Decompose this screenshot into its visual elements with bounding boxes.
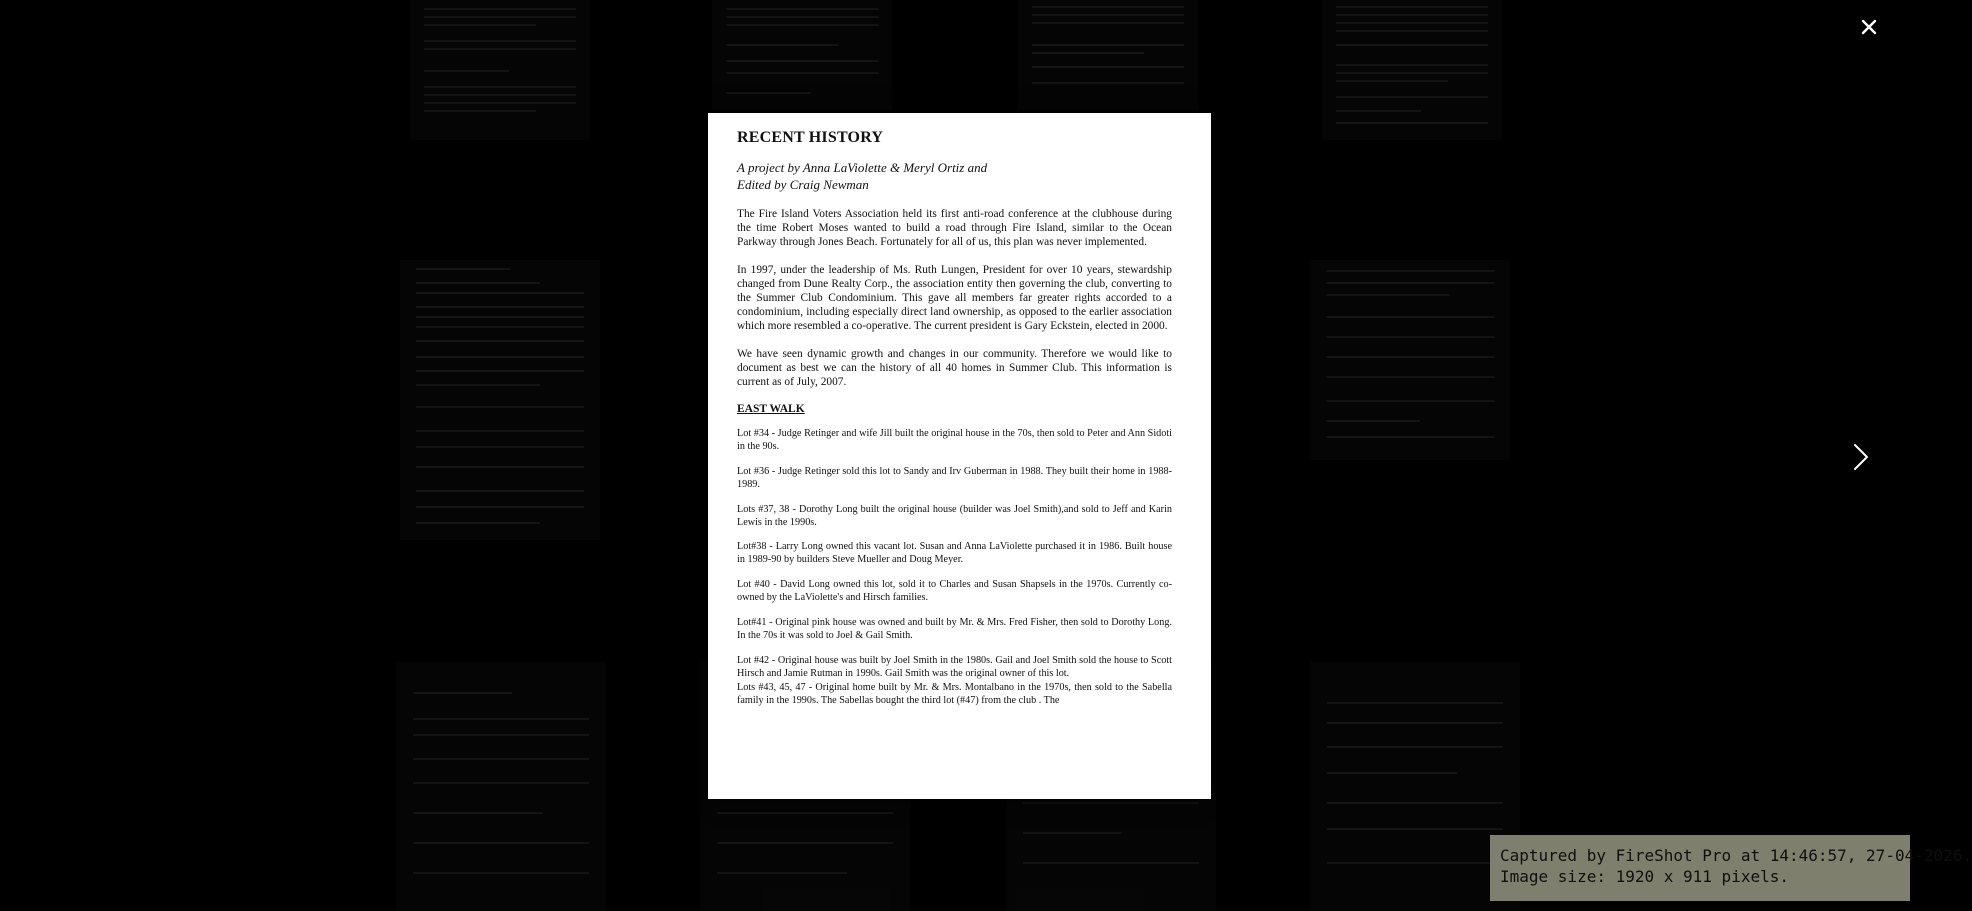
screenshot-capture-info xyxy=(1490,835,1972,901)
document-subtitle xyxy=(737,159,1172,193)
subtitle-line: Edited by Craig Newman xyxy=(737,177,869,192)
subtitle-line: A project by Anna LaViolette & Meryl Ortiz and xyxy=(737,160,988,175)
capture-timestamp-text: Captured by FireShot Pro at 14:46:57, 27-04-2026. xyxy=(1500,846,1972,865)
lot-entry: Lot #36 - Judge Retinger sold this lot to Sandy and Irv Guberman in 1988. They built their home in 1988-1989. xyxy=(737,465,1172,490)
lot-entry: Lot#38 - Larry Long owned this vacant lot. Susan and Anna LaViolette purchased it in 1986. Built house in 1989-90 by builders Steve Mueller and Doug Meyer. xyxy=(737,541,1172,566)
close-icon xyxy=(1856,14,1882,40)
document-page-image xyxy=(708,113,1211,799)
lot-entry: Lots #37, 38 - Dorothy Long built the original house (builder was Joel Smith),and sold to Jeff and Karin Lewis in the 1990s. xyxy=(737,503,1172,528)
lot-entry: Lot#41 - Original pink house was owned and built by Mr. & Mrs. Fred Fisher, then sold to Dorothy Long. In the 70s it was sold to Joel & Gail Smith. xyxy=(737,617,1172,641)
lot-entry: Lot #34 - Judge Retinger and wife Jill built the original house in the 70s, then sold to Peter and Ann Sidoti in the 90s. xyxy=(737,428,1172,452)
intro-paragraph: The Fire Island Voters Association held its first anti-road conference at the clubhouse during the time Robert Moses wanted to build a road through Fire Island, similar to the Ocean Parkway through Jones Beach. Fortunately for all of us, this plan was never implemented. xyxy=(737,208,1172,248)
close-button[interactable] xyxy=(1856,14,1882,40)
lot-entry: Lot #40 - David Long owned this lot, sold it to Charles and Susan Shapsels in the 1970s. Currently co-owned by the LaViolette's and Hirsch families. xyxy=(737,579,1172,604)
next-page-button[interactable] xyxy=(1842,432,1878,482)
capture-size-text: Image size: 1920 x 911 pixels. xyxy=(1500,867,1789,886)
intro-paragraph: We have seen dynamic growth and changes in our community. Therefore we would like to document as best we can the history of all 40 homes in Summer Club. This information is current as of July, 2007. xyxy=(737,348,1172,388)
document-content xyxy=(737,129,1172,720)
chevron-right-icon xyxy=(1842,432,1878,482)
document-title: RECENT HISTORY xyxy=(737,129,884,146)
intro-paragraph: In 1997, under the leadership of Ms. Ruth Lungen, President for over 10 years, stewardship changed from Dune Realty Corp., the association entity then governing the club, converting to the Summer Club Condominium. This gave all members far greater rights accorded to a condominium, including especially direct land ownership, as opposed to the earlier association which more resembled a co-operative. The current president is Gary Eckstein, elected in 2000. xyxy=(737,264,1172,332)
section-heading: EAST WALK xyxy=(737,403,805,415)
lot-entry: Lot #42 - Original house was built by Joel Smith in the 1980s. Gail and Joel Smith sold the house to Scott Hirsch and Jamie Rutman in 1990s. Gail Smith was the original owner of this lot. xyxy=(737,654,1172,679)
lot-entry: Lots #43, 45, 47 - Original home built by Mr. & Mrs. Montalbano in the 1970s, then sold to the Sabella family in the 1990s. The Sabellas bought the third lot (#47) from the club . The xyxy=(737,681,1172,706)
